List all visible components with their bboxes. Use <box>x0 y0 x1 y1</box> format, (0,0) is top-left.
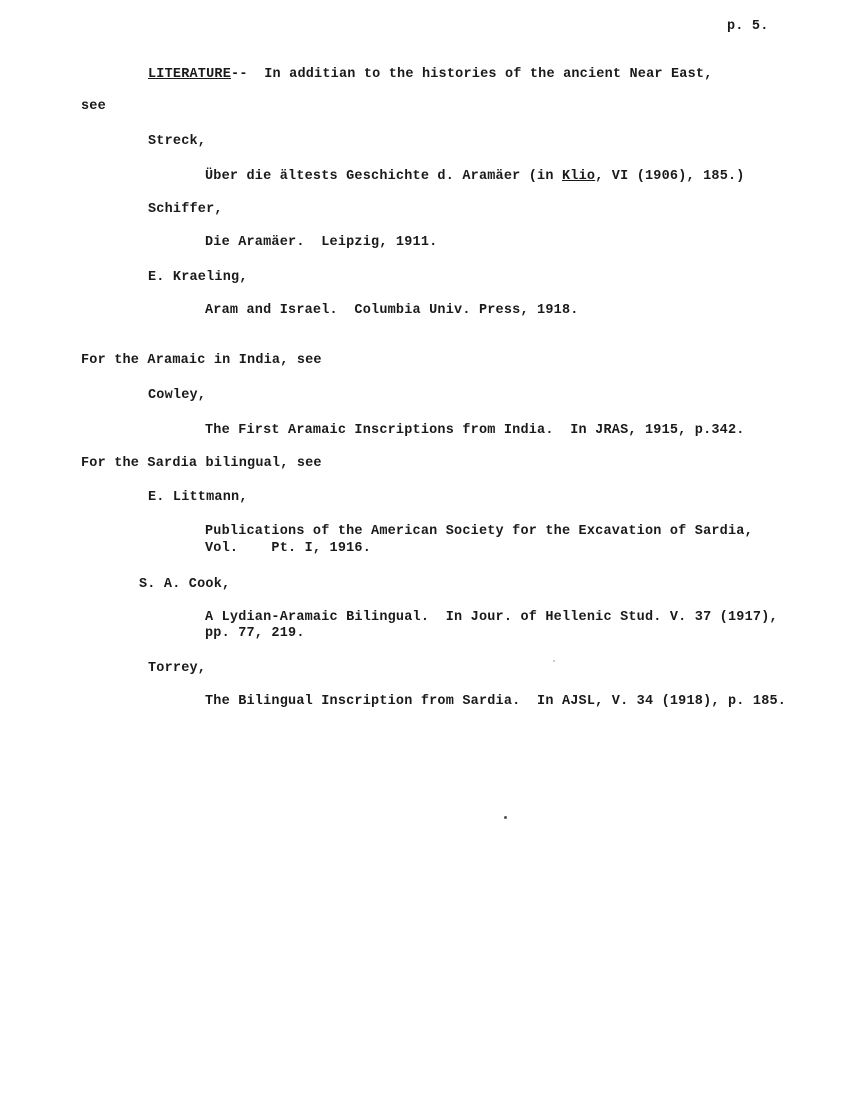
work-cook-line1: A Lydian-Aramaic Bilingual. In Jour. of Hellenic Stud. V. 37 (1917), <box>205 610 778 625</box>
author-streck: Streck, <box>148 134 207 149</box>
author-schiffer: Schiffer, <box>148 202 223 217</box>
work-littmann-line2: Vol. Pt. I, 1916. <box>205 541 372 556</box>
author-kraeling: E. Kraeling, <box>148 270 248 285</box>
work-torrey: The Bilingual Inscription from Sardia. In AJSL, V. 34 (1918), p. 185. <box>205 694 787 709</box>
work-streck-citation: , VI (1906), 185.) <box>595 169 745 184</box>
literature-heading: LITERATURE <box>148 67 232 82</box>
page-number: p. 5. <box>727 19 769 34</box>
work-cowley: The First Aramaic Inscriptions from India. In JRAS, 1915, p.342. <box>205 423 745 438</box>
work-cook-line2: pp. 77, 219. <box>205 626 305 641</box>
intro-text: In additian to the histories of the ancient Near East, <box>264 67 713 82</box>
journal-klio: Klio <box>561 169 596 184</box>
work-streck-title: Über die ältests Geschichte d. Aramäer (in <box>205 169 562 184</box>
author-littmann: E. Littmann, <box>148 490 248 505</box>
heading-dash: -- <box>231 67 248 82</box>
work-kraeling: Aram and Israel. Columbia Univ. Press, 1918. <box>205 303 579 318</box>
section-heading-india: For the Aramaic in India, see <box>81 353 322 368</box>
work-streck <box>205 169 745 185</box>
work-schiffer: Die Aramäer. Leipzig, 1911. <box>205 235 438 250</box>
author-cowley: Cowley, <box>148 388 207 403</box>
intro-continuation: see <box>81 99 106 114</box>
intro-line <box>148 67 713 83</box>
author-torrey: Torrey, <box>148 661 207 676</box>
section-heading-sardia: For the Sardia bilingual, see <box>81 456 322 471</box>
work-littmann-line1: Publications of the American Society for the Excavation of Sardia, <box>205 524 753 539</box>
paper-speck <box>504 816 507 819</box>
paper-speck <box>553 660 555 662</box>
author-cook: S. A. Cook, <box>139 577 231 592</box>
